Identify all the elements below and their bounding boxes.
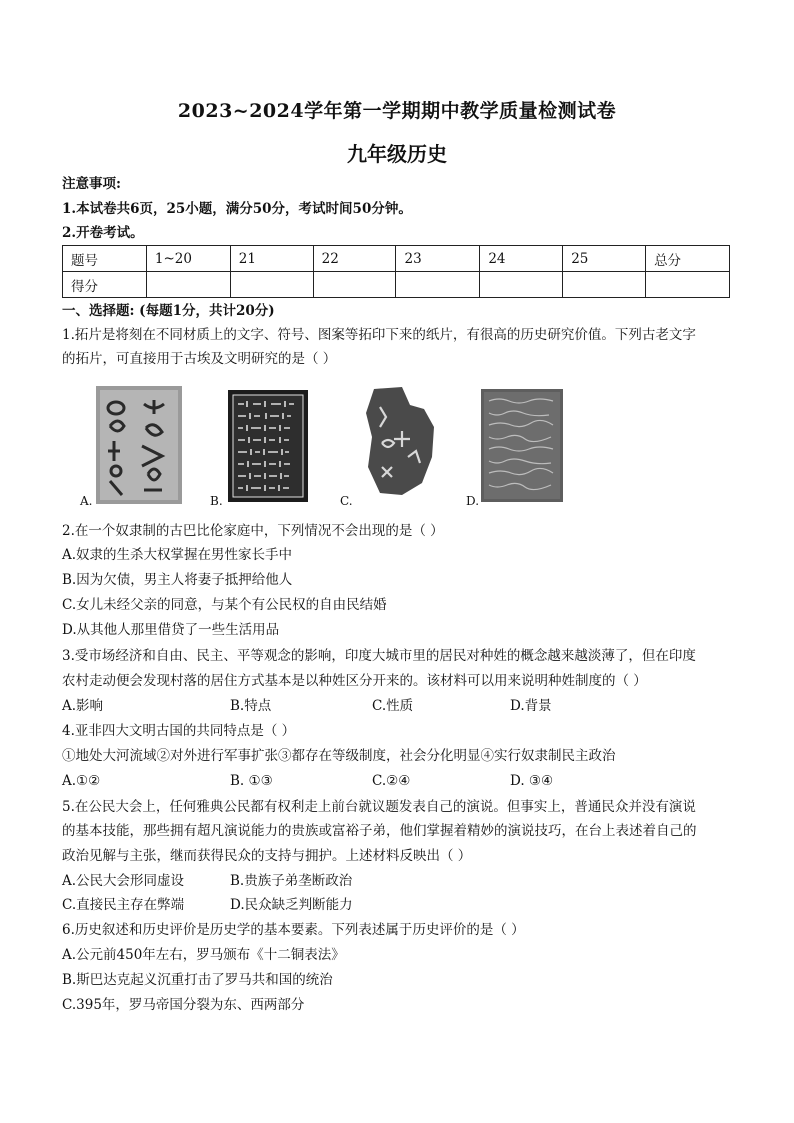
q5-options-row1 [62,872,462,890]
q5-options-row2 [62,896,462,914]
q3-option-c: C.性质 [372,698,414,714]
notice-item-2: 2.开卷考试。 [62,225,144,241]
notice-item-1: 1.本试卷共6页，25小题，满分50分，考试时间50分钟。 [62,201,412,217]
image-label-d: D. [466,494,480,508]
score-input-cell[interactable] [146,272,230,298]
rubbing-image-a [96,386,182,504]
table-row [63,246,730,272]
section-heading: 一、选择题: (每题1分，共计20分) [62,303,275,319]
q3-option-d: D.背景 [510,698,552,714]
exam-title: 2023~2024学年第一学期期中教学质量检测试卷 [177,100,617,122]
table-row [63,272,730,298]
q1-stem-line2: 的拓片，可直接用于古埃及文明研究的是（ ） [62,351,337,367]
q3-option-b: B.特点 [230,698,272,714]
score-table [62,245,730,298]
q5-option-c: C.直接民主存在弊端 [62,897,185,913]
image-label-a: A. [80,494,93,508]
table-cell: 题号 [63,246,147,272]
table-cell: 1~20 [146,246,230,272]
q4-items: ①地处大河流域②对外进行军事扩张③都存在等级制度，社会分化明显④实行奴隶制民主政治 [62,748,616,764]
q6-stem: 6.历史叙述和历史评价是历史学的基本要素。下列表述属于历史评价的是（ ） [62,922,525,938]
q2-option-c: C.女儿未经父亲的同意，与某个有公民权的自由民结婚 [62,597,387,613]
q4-option-c: C.②④ [372,773,411,789]
table-cell: 22 [313,246,396,272]
q4-option-b: B. ①③ [230,773,273,789]
notice-heading: 注意事项: [62,176,121,192]
q1-stem-line1: 1.拓片是将刻在不同材质上的文字、符号、图案等拓印下来的纸片，有很高的历史研究价值。下列古老文字 [62,327,696,343]
q4-option-d: D. ③④ [510,773,554,789]
q5-option-d: D.民众缺乏判断能力 [230,897,353,913]
q6-option-a: A.公元前450年左右，罗马颁布《十二铜表法》 [62,947,345,963]
q2-option-a: A.奴隶的生杀大权掌握在男性家长手中 [62,547,293,563]
table-cell: 得分 [63,272,147,298]
q4-options [62,772,722,790]
table-cell: 24 [480,246,563,272]
table-cell: 25 [563,246,646,272]
rubbing-image-c [362,387,438,497]
q3-stem-line1: 3.受市场经济和自由、民主、平等观念的影响，印度大城市里的居民对种姓的概念越来越淡薄了，但在印度 [62,648,696,664]
q2-option-d: D.从其他人那里借贷了一些生活用品 [62,622,280,638]
rubbing-image-b [228,390,308,502]
rubbing-image-d [481,389,563,502]
score-input-cell[interactable] [480,272,563,298]
image-label-b: B. [210,494,223,508]
q5-stem-line1: 5.在公民大会上，任何雅典公民都有权利走上前台就议题发表自己的演说。但事实上，普通民众并没有演说 [62,799,696,815]
exam-subtitle: 九年级历史 [347,142,447,166]
table-cell: 总分 [646,246,730,272]
table-cell: 23 [396,246,480,272]
q6-option-c: C.395年，罗马帝国分裂为东、西两部分 [62,997,305,1013]
q5-option-a: A.公民大会形同虚设 [62,873,185,889]
score-input-cell[interactable] [313,272,396,298]
q5-stem-line2: 的基本技能，那些拥有超凡演说能力的贵族或富裕子弟，他们掌握着精妙的演说技巧，在台上表述着自己的 [62,823,697,839]
q4-option-a: A.①② [62,773,101,789]
score-input-cell[interactable] [563,272,646,298]
q3-option-a: A.影响 [62,698,104,714]
q3-stem-line2: 农村走动便会发现村落的居住方式基本是以种姓区分开来的。该材料可以用来说明种姓制度的（ ） [62,673,647,689]
q6-option-b: B.斯巴达克起义沉重打击了罗马共和国的统治 [62,972,333,988]
table-cell: 21 [230,246,313,272]
image-label-c: C. [340,494,353,508]
score-input-cell[interactable] [646,272,730,298]
score-input-cell[interactable] [230,272,313,298]
score-input-cell[interactable] [396,272,480,298]
q5-stem-line3: 政治见解与主张，继而获得民众的支持与拥护。上述材料反映出（ ） [62,848,472,864]
q2-option-b: B.因为欠债，男主人将妻子抵押给他人 [62,572,293,588]
q4-stem: 4.亚非四大文明古国的共同特点是（ ） [62,723,296,739]
q2-stem: 2.在一个奴隶制的古巴比伦家庭中，下列情况不会出现的是（ ） [62,523,444,539]
q3-options [62,697,722,715]
q5-option-b: B.贵族子弟垄断政治 [230,873,353,889]
